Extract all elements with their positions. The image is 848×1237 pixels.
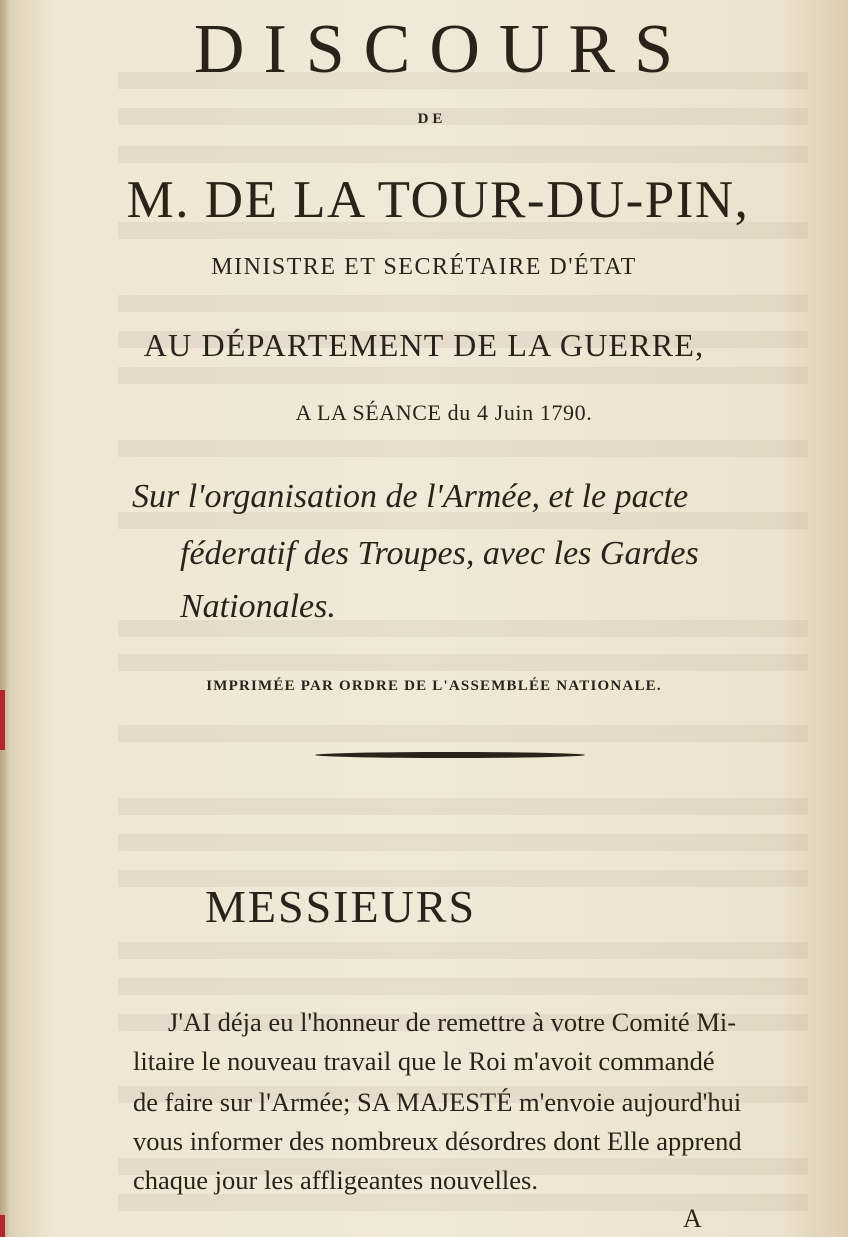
subject-line-2: féderatif des Troupes, avec les Gardes (180, 535, 699, 572)
binding-stain (0, 690, 5, 750)
salutation: MESSIEURS (205, 881, 477, 932)
body-line-2: litaire le nouveau travail que le Roi m'avoit commandé (133, 1046, 715, 1076)
signature-mark: A (683, 1204, 702, 1233)
body-line-4: vous informer des nombreux désordres dont Elle apprend (133, 1126, 742, 1156)
session-date: A LA SÉANCE du 4 Juin 1790. (295, 400, 593, 425)
speaker-role-line-2: AU DÉPARTEMENT DE LA GUERRE, (143, 327, 705, 363)
body-line-1: J'AI déja eu l'honneur de remettre à votre Comité Mi- (168, 1007, 737, 1037)
imprint-line: IMPRIMÉE PAR ORDRE DE L'ASSEMBLÉE NATIONALE. (206, 678, 662, 694)
speaker-role-line-1: MINISTRE ET SECRÉTAIRE D'ÉTAT (211, 254, 637, 280)
binding-stain-lower (0, 1215, 5, 1237)
speaker-name: M. DE LA TOUR-DU-PIN, (126, 171, 750, 229)
subject-line-3: Nationales. (180, 588, 336, 625)
subject-line-1: Sur l'organisation de l'Armée, et le pacte (132, 478, 689, 515)
body-line-5: chaque jour les affligeantes nouvelles. (133, 1165, 538, 1195)
document-title: DISCOURS (193, 11, 693, 88)
decorative-rule (315, 752, 585, 758)
body-line-3: de faire sur l'Armée; SA MAJESTÉ m'envoie aujourd'hui (133, 1087, 742, 1117)
title-preposition: DE (417, 111, 447, 127)
